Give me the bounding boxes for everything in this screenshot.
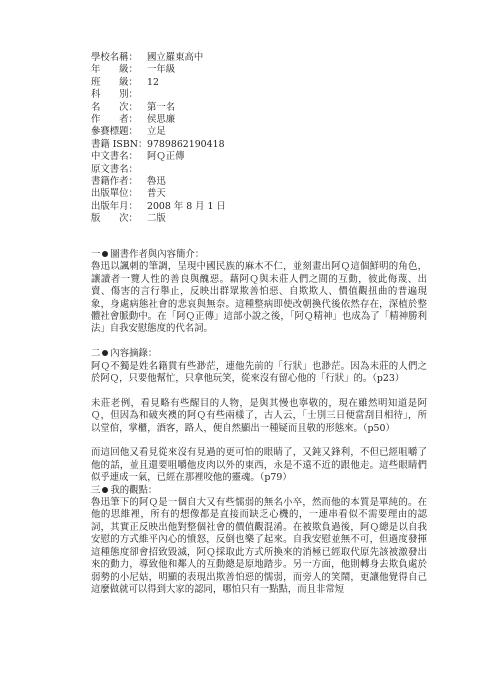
spacer xyxy=(91,385,427,397)
document-body xyxy=(91,249,427,596)
metadata-key: 名 次： xyxy=(91,101,138,113)
metadata-key: 年 級： xyxy=(91,64,138,76)
metadata-key: 版 次： xyxy=(91,213,138,225)
metadata-row xyxy=(91,126,226,138)
metadata-row xyxy=(91,176,226,188)
metadata-row xyxy=(91,114,226,126)
section-1-number: 一 xyxy=(91,249,101,260)
metadata-key: 出版年月： xyxy=(91,200,138,212)
metadata-row xyxy=(91,164,226,176)
metadata-value: 阿Ｑ正傳 xyxy=(147,151,185,163)
metadata-value: 2008 年 8 月 1 日 xyxy=(147,200,226,212)
metadata-row xyxy=(91,201,226,213)
metadata-value: 第一名 xyxy=(147,101,176,113)
metadata-row xyxy=(91,52,226,64)
metadata-block xyxy=(91,52,226,226)
metadata-key: 原文書名： xyxy=(91,163,138,175)
metadata-value: 9789862190418 xyxy=(147,138,225,150)
metadata-key: 班 級： xyxy=(91,76,138,88)
section-3-title xyxy=(91,485,427,497)
metadata-row xyxy=(91,188,226,200)
metadata-value: 侯思廉 xyxy=(147,114,176,126)
metadata-key: 參賽標題： xyxy=(91,126,138,138)
bullet-icon xyxy=(102,251,108,257)
metadata-key: 科 別： xyxy=(91,89,138,101)
spacer xyxy=(91,435,427,447)
section-3-heading: 我的觀點： xyxy=(110,484,158,496)
section-2-number: 二 xyxy=(91,348,101,360)
metadata-value: 普天 xyxy=(147,188,166,200)
metadata-row xyxy=(91,213,226,225)
metadata-value: 12 xyxy=(147,76,159,88)
metadata-value: 二版 xyxy=(147,213,166,225)
section-3-number: 三 xyxy=(91,484,101,496)
metadata-key: 作 者： xyxy=(91,114,138,126)
section-2-heading: 內容摘錄： xyxy=(110,348,158,360)
metadata-row xyxy=(91,151,226,163)
metadata-row xyxy=(91,89,226,101)
metadata-key: 出版單位： xyxy=(91,188,138,200)
bullet-icon xyxy=(102,487,108,493)
metadata-row xyxy=(91,64,226,76)
metadata-key: 學校名稱： xyxy=(91,52,138,63)
section-1-heading: 圖書作者與內容簡介： xyxy=(110,249,205,260)
excerpt-3: 而這回他又看見從來沒有見過的更可怕的眼睛了，又鈍又鋒利，不但已經咀嚼了他的話，並且還要咀嚼他皮肉以外的東西，永是不遠不近的跟他走。這些眼睛們似乎連成一氣，已經在那裡咬他的靈魂。（p79） xyxy=(91,447,427,484)
spacer xyxy=(91,336,427,348)
metadata-value: 一年級 xyxy=(147,64,176,76)
section-2-title xyxy=(91,348,427,360)
excerpt-2: 未莊老例，看見略有些醒目的人物，是與其慢也寧敬的，現在雖然明知道是阿Ｑ，但因為和破夾襖的阿Ｑ有些兩樣了，古人云，「士別三日便當刮目相待」，所以堂倌，掌櫃，酒客，路人，便自然顯出一種疑而且敬的形態來。（p50） xyxy=(91,397,427,434)
metadata-value: 國立羅東高中 xyxy=(147,52,204,63)
metadata-row xyxy=(91,102,226,114)
metadata-row xyxy=(91,139,226,151)
metadata-key: 書籍作者： xyxy=(91,176,138,188)
metadata-key: 書籍 ISBN： xyxy=(91,138,148,150)
metadata-value: 魯迅 xyxy=(147,176,166,188)
section-1-paragraph: 魯迅以諷刺的筆調，呈現中國民族的麻木不仁，並刻畫出阿Ｑ這個鮮明的角色，讓讀者一覽人性的善良與醜惡。藉阿Ｑ與未莊人們之間的互動，彼此侮蔑、出賣、傷害的言行舉止，反映出群眾欺善怕惡、自欺欺人、價值觀扭曲的普遍現象，身處病態社會的悲哀與無奈。這種整病即使改朝換代後依然存在，深植於整體社會脈動中。在「阿Ｑ正傳」這部小說之後，「阿Ｑ精神」也成為了「精神勝利法」自我安慰態度的代名詞。 xyxy=(91,261,427,335)
section-3-paragraph: 魯迅筆下的阿Ｑ是一個自大又有些懦弱的無名小卒，然而他的本質是單純的。在他的思維裡，所有的想像都是直接而缺乏心機的，一連串看似不需要理由的認詞，其實正反映出他對整個社會的價值觀混淆。在被欺負過後，阿Ｑ總是以自我安慰的方式維平內心的憤怒，反倒也樂了起來。自我安慰並無不可，但過度發揮這種態度卻會招致毀滅，阿Ｑ採取此方式所換來的消極已經取代原先該被激發出來的動力，導致他和鄰人的互動總是原地踏步。另一方面，他則轉身去欺負處於弱勢的小尼姑，明顯的表現出欺善怕惡的懦弱，而旁人的笑鬧，更讓他覺得自己這麼做就可以得到大家的認同，哪怕只有一點點，而且非常短 xyxy=(91,497,427,595)
excerpt-1: 阿Ｑ不獨是姓名籍貫有些渺茫，連他先前的「行狀」也渺茫。因為未莊的人們之於阿Ｑ，只要他幫忙，只拿他玩笑，從來沒有留心他的「行狀」的。（p23） xyxy=(91,360,427,385)
bullet-icon xyxy=(102,350,108,356)
metadata-value: 立足 xyxy=(147,126,166,138)
metadata-row xyxy=(91,77,226,89)
section-1-title xyxy=(91,249,427,261)
metadata-key: 中文書名： xyxy=(91,151,138,163)
